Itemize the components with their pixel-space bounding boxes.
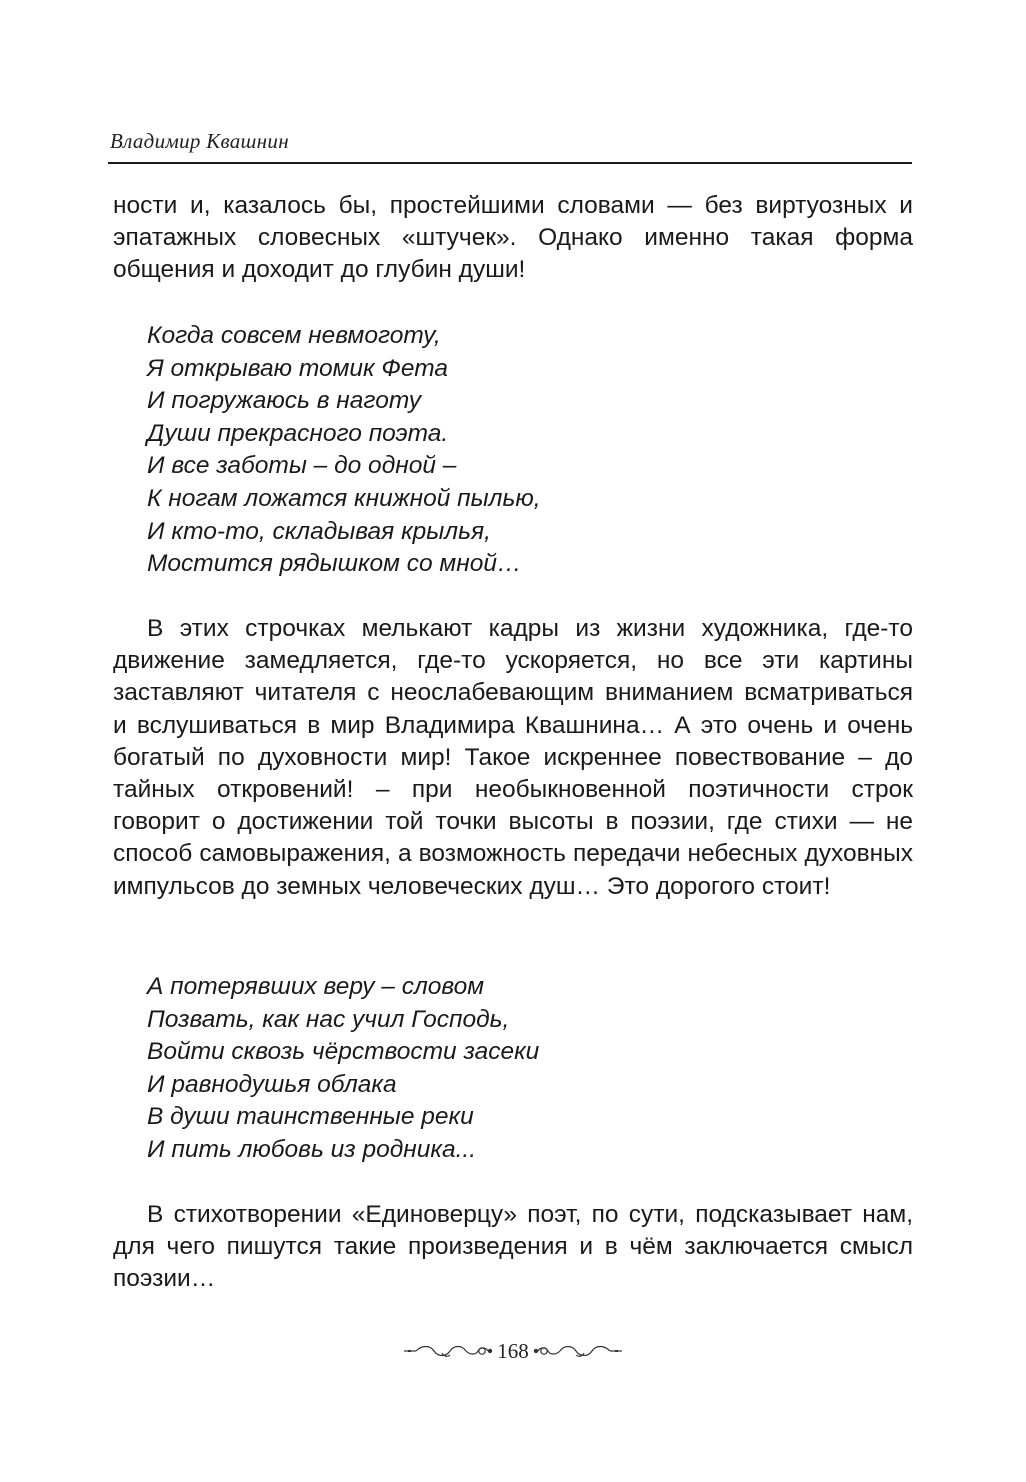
paragraph-3: В стихотворении «Единоверцу» поэт, по сути, подсказывает нам, для чего пишутся такие произведения и в чём заключается смысл поэзии… [113, 1201, 913, 1293]
poem-1-line: К ногам ложатся книжной пылью, [147, 484, 541, 512]
poem-2-line: Войти сквозь чёрствости засеки [147, 1038, 540, 1066]
poem-1-line: И кто-то, складывая крылья, [147, 517, 491, 545]
poem-2-line: А потерявших веру – словом [147, 973, 485, 1000]
poem-1-line: Я открываю томик Фета [147, 354, 449, 382]
paragraph-3-block [113, 1199, 913, 1296]
poem-2-line: Позвать, как нас учил Господь, [147, 1005, 510, 1033]
paragraph-2: В этих строчках мелькают кадры из жизни художника, где-то движение замедляется, где-то ускоряется, но все эти картины заставляют читателя с неослабевающим вниманием всматриваться и вслушиваться в мир Владимира Квашнина… А это очень и очень богатый по духовности мир! Такое искреннее повествование – до тайных откровений! – при необыкновенной поэтичности строк говорит о достижении той точки высоты в поэзии, где стихи — не способ самовыражения, а возможность передачи небесных духовных импульсов до земных человеческих душ… Это дорогого стоит! [113, 615, 913, 900]
page-number: 168 [497, 1338, 529, 1363]
running-head-author: Владимир Квашнин [110, 129, 289, 153]
poem-2-line: И пить любовь из родника... [147, 1135, 477, 1163]
poem-2-line: И равнодушья облака [147, 1070, 397, 1098]
page-footer [400, 1336, 626, 1366]
poem-2 [147, 971, 539, 1167]
paragraph-1: ности и, казалось бы, простейшими словами — без виртуозных и эпатажных словесных «штучек». Однако именно такая форма общения и доходит до глубин души! [113, 192, 913, 284]
paragraph-2-block [113, 613, 913, 903]
flourish-left-icon [402, 1341, 494, 1361]
header-rule [108, 162, 912, 164]
poem-1 [147, 320, 541, 581]
poem-1-line: Когда совсем невмоготу, [147, 322, 441, 349]
flourish-right-icon [532, 1341, 624, 1361]
poem-1-line: Души прекрасного поэта. [147, 419, 449, 447]
poem-1-line: И погружаюсь в наготу [147, 387, 421, 415]
poem-1-line: Мостится рядышком со мной… [147, 550, 522, 578]
poem-1-line: И все заботы – до одной – [147, 452, 457, 480]
paragraph-1-block [113, 190, 913, 287]
poem-2-line: В души таинственные реки [147, 1103, 474, 1131]
